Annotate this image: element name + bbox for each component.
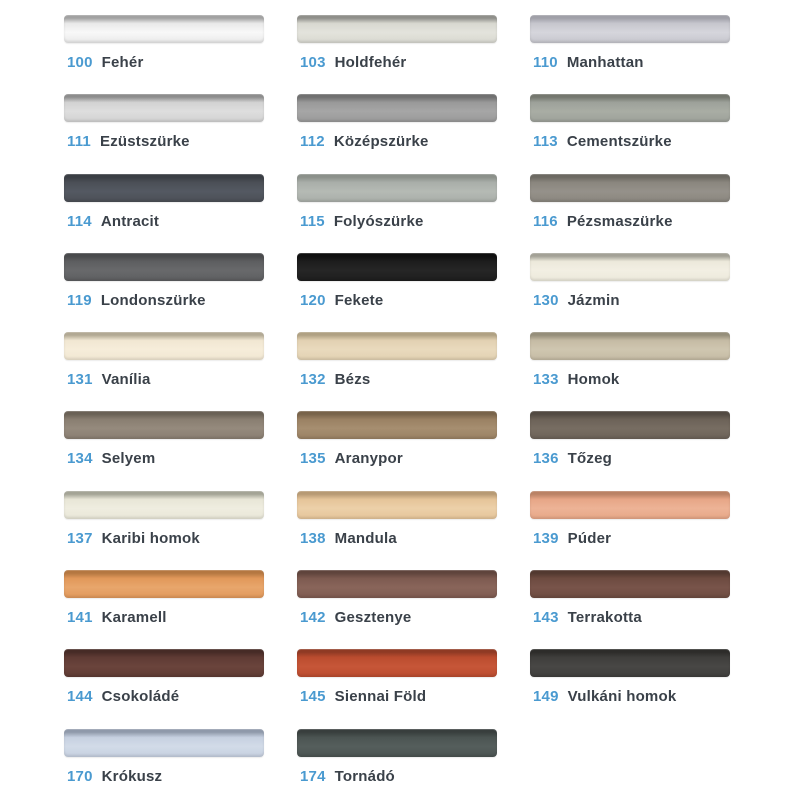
color-swatch-bar — [530, 570, 730, 598]
swatch-label — [297, 768, 497, 785]
swatch-code: 100 — [67, 54, 93, 71]
swatch-name: Londonszürke — [100, 291, 206, 309]
swatch-label — [530, 54, 730, 71]
color-swatch-bar — [530, 649, 730, 677]
swatch-label — [64, 133, 264, 150]
swatch-label — [64, 54, 264, 71]
color-swatch-bar — [64, 729, 264, 757]
color-swatch-bar — [64, 332, 264, 360]
swatch-code: 103 — [300, 54, 326, 71]
swatch-cell — [297, 729, 497, 800]
color-swatch-bar — [297, 332, 497, 360]
swatch-code: 111 — [67, 133, 91, 151]
swatch-name: Siennai Föld — [334, 688, 427, 706]
swatch-code: 139 — [533, 529, 559, 547]
swatch-name: Bézs — [334, 371, 371, 389]
swatch-cell — [64, 570, 264, 649]
swatch-label — [297, 530, 497, 547]
swatch-code: 143 — [533, 609, 559, 627]
swatch-cell — [64, 15, 264, 94]
swatch-name: Terrakotta — [567, 609, 642, 627]
swatch-cell — [530, 411, 730, 490]
swatch-label — [297, 688, 497, 705]
swatch-code: 133 — [533, 371, 559, 389]
color-swatch-bar — [297, 649, 497, 677]
color-swatch-bar — [64, 411, 264, 439]
swatch-label — [64, 371, 264, 388]
swatch-cell — [530, 253, 730, 332]
swatch-name: Tornádó — [334, 767, 395, 785]
swatch-cell — [297, 174, 497, 253]
swatch-cell — [297, 491, 497, 570]
swatch-cell — [297, 411, 497, 490]
swatch-label — [530, 688, 730, 705]
swatch-code: 114 — [67, 212, 92, 230]
swatch-name: Holdfehér — [334, 54, 407, 71]
swatch-name: Vulkáni homok — [567, 688, 677, 706]
swatch-code: 112 — [300, 133, 325, 151]
swatch-cell — [297, 332, 497, 411]
swatch-cell — [64, 411, 264, 490]
color-swatch-bar — [530, 94, 730, 122]
swatch-name: Karamell — [101, 609, 167, 627]
color-swatch-bar — [530, 491, 730, 519]
swatch-label — [297, 292, 497, 309]
swatch-label — [530, 371, 730, 388]
swatch-name: Fekete — [334, 291, 384, 309]
color-swatch-bar — [530, 15, 730, 43]
color-swatch-bar — [530, 411, 730, 439]
swatch-cell — [530, 649, 730, 728]
swatch-code: 113 — [533, 133, 558, 151]
swatch-cell — [297, 570, 497, 649]
swatch-cell — [64, 174, 264, 253]
swatch-name: Tőzeg — [567, 450, 612, 468]
swatch-name: Karibi homok — [101, 529, 200, 547]
swatch-code: 142 — [300, 609, 326, 627]
swatch-label — [64, 609, 264, 626]
swatch-cell — [297, 253, 497, 332]
swatch-cell — [530, 174, 730, 253]
swatch-code: 138 — [300, 529, 326, 547]
swatch-cell — [64, 491, 264, 570]
swatch-cell — [297, 15, 497, 94]
swatch-name: Fehér — [101, 54, 144, 71]
swatch-name: Mandula — [334, 529, 397, 547]
swatch-name: Jázmin — [567, 291, 620, 309]
swatch-label — [64, 768, 264, 785]
color-swatch-bar — [530, 253, 730, 281]
color-swatch-bar — [64, 491, 264, 519]
swatch-name: Pézsmaszürke — [566, 212, 673, 230]
swatch-code: 174 — [300, 767, 326, 785]
swatch-code: 135 — [300, 450, 326, 468]
swatch-cell — [530, 15, 730, 94]
swatch-cell — [530, 94, 730, 173]
swatch-label — [530, 609, 730, 626]
swatch-label — [297, 609, 497, 626]
color-swatch-bar — [297, 729, 497, 757]
swatch-cell — [297, 649, 497, 728]
swatch-label — [297, 450, 497, 467]
swatch-grid — [64, 15, 800, 800]
swatch-code: 130 — [533, 291, 559, 309]
swatch-code: 132 — [300, 371, 326, 389]
swatch-code: 144 — [67, 688, 93, 706]
swatch-cell — [297, 94, 497, 173]
color-swatch-bar — [64, 570, 264, 598]
color-swatch-bar — [64, 94, 264, 122]
swatch-label — [297, 54, 497, 71]
swatch-label — [64, 450, 264, 467]
swatch-code: 119 — [67, 291, 92, 309]
swatch-label — [530, 292, 730, 309]
swatch-cell — [64, 94, 264, 173]
swatch-label — [64, 213, 264, 230]
swatch-label — [297, 133, 497, 150]
swatch-name: Manhattan — [566, 54, 644, 71]
swatch-cell — [530, 491, 730, 570]
swatch-label — [64, 688, 264, 705]
color-swatch-bar — [530, 174, 730, 202]
color-swatch-bar — [297, 94, 497, 122]
color-swatch-bar — [64, 15, 264, 43]
swatch-cell — [64, 649, 264, 728]
swatch-cell — [64, 332, 264, 411]
swatch-name: Krókusz — [101, 767, 163, 785]
swatch-code: 110 — [533, 54, 558, 71]
swatch-name: Vanília — [101, 371, 151, 389]
swatch-code: 149 — [533, 688, 559, 706]
swatch-code: 170 — [67, 767, 93, 785]
color-swatch-bar — [297, 411, 497, 439]
swatch-name: Aranypor — [334, 450, 403, 468]
color-swatch-bar — [297, 253, 497, 281]
swatch-code: 134 — [67, 450, 93, 468]
color-swatch-bar — [64, 174, 264, 202]
swatch-name: Gesztenye — [334, 609, 412, 627]
swatch-label — [530, 133, 730, 150]
swatch-label — [64, 530, 264, 547]
swatch-name: Púder — [567, 529, 612, 547]
swatch-name: Csokoládé — [101, 688, 180, 706]
swatch-code: 136 — [533, 450, 559, 468]
color-swatch-bar — [297, 174, 497, 202]
color-swatch-bar — [297, 15, 497, 43]
swatch-name: Homok — [567, 371, 620, 389]
color-swatch-bar — [297, 491, 497, 519]
swatch-label — [530, 213, 730, 230]
swatch-name: Ezüstszürke — [99, 133, 190, 151]
swatch-name: Antracit — [100, 212, 160, 230]
swatch-code: 141 — [67, 609, 93, 627]
swatch-cell — [64, 729, 264, 800]
swatch-code: 131 — [67, 371, 93, 389]
swatch-label — [297, 371, 497, 388]
swatch-cell — [530, 332, 730, 411]
swatch-cell — [530, 570, 730, 649]
swatch-code: 120 — [300, 291, 326, 309]
color-swatch-bar — [530, 332, 730, 360]
swatch-code: 145 — [300, 688, 326, 706]
color-swatch-bar — [297, 570, 497, 598]
swatch-name: Cementszürke — [566, 133, 672, 151]
swatch-label — [64, 292, 264, 309]
swatch-code: 116 — [533, 212, 558, 230]
swatch-code: 115 — [300, 212, 325, 230]
swatch-name: Selyem — [101, 450, 156, 468]
color-swatch-bar — [64, 253, 264, 281]
swatch-label — [530, 450, 730, 467]
swatch-name: Folyószürke — [333, 212, 424, 230]
swatch-cell — [64, 253, 264, 332]
swatch-label — [297, 213, 497, 230]
swatch-name: Középszürke — [333, 133, 429, 151]
swatch-code: 137 — [67, 529, 93, 547]
swatch-label — [530, 530, 730, 547]
color-swatch-bar — [64, 649, 264, 677]
